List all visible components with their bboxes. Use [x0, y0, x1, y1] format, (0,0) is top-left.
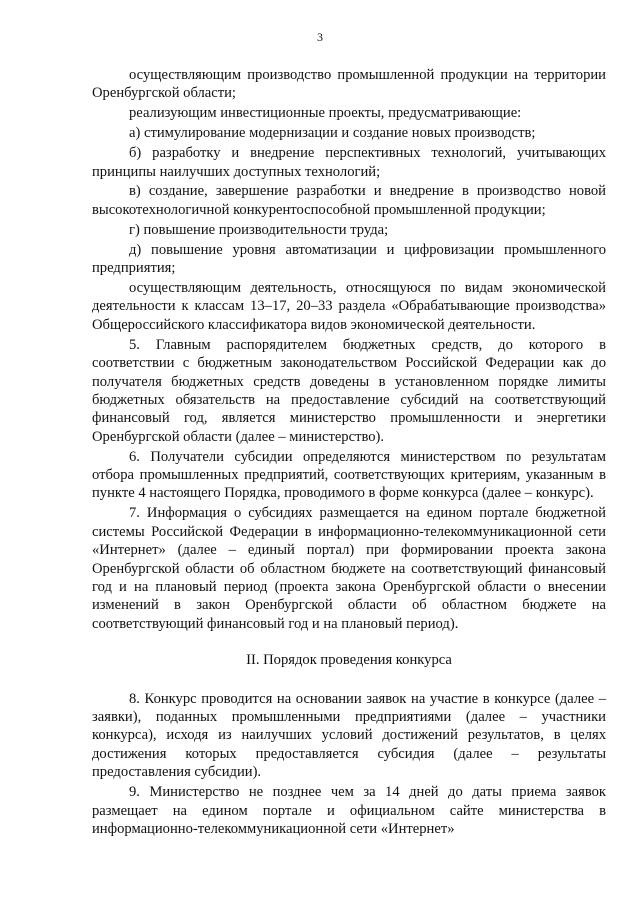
section-heading: II. Порядок проведения конкурса — [246, 652, 452, 669]
paragraph: осуществляющим производство промышленной продукции на территории Оренбургской области; — [92, 67, 606, 102]
paragraph: 5. Главным распорядителем бюджетных средств, до которого в соответствии с бюджетным законодательством Российской Федерации как до получателя бюджетных средств доведены в установленном порядке лимиты бюджетных обязательств на предоставление субсидий на соответствующий финансовый год, является министерство промышленности и энергетики Оренбургской области (далее – министерство). — [92, 336, 606, 445]
paragraph: а) стимулирование модернизации и создание новых производств; — [129, 125, 536, 142]
paragraph: 6. Получатели субсидии определяются министерством по результатам отбора промышленных предприятий, соответствующих критериям, указанным в пункте 4 настоящего Порядка, проводимого в форме конкурса (далее – конкурс). — [92, 448, 606, 502]
document-body — [92, 66, 606, 840]
paragraph: реализующим инвестиционные проекты, предусматривающие: — [129, 105, 522, 122]
paragraph: 7. Информация о субсидиях размещается на едином портале бюджетной системы Российской Федерации в информационно-телекоммуникационной сети «Интернет» (далее – единый портал) при формировании проекта закона Оренбургской области об областном бюджете на соответствующий финансовый год и на плановый период (проекта закона Оренбургской области о внесении изменений в закон Оренбургской области об областном бюджете на соответствующий финансовый год и на плановый период). — [92, 505, 606, 632]
paragraph: 8. Конкурс проводится на основании заявок на участие в конкурсе (далее – заявки), поданных промышленными предприятиями (далее – участники конкурса), исходя из наилучших условий достижений результатов, в целях достижения которых предоставляется субсидия (далее – результаты предоставления субсидии). — [92, 690, 606, 781]
paragraph: г) повышение производительности труда; — [129, 221, 389, 238]
paragraph: в) создание, завершение разработки и внедрение в производство новой высокотехнологичной конкурентоспособной промышленной продукции; — [92, 183, 606, 218]
paragraph: д) повышение уровня автоматизации и цифровизации промышленного предприятия; — [92, 241, 606, 277]
paragraph: 9. Министерство не позднее чем за 14 дней до даты приема заявок размещает на едином портале и официальном сайте министерства в информационно-телекоммуникационной сети «Интернет» — [92, 784, 606, 837]
paragraph: осуществляющим деятельность, относящуюся по видам экономической деятельности к классам 13–17, 20–33 раздела «Обрабатывающие производства» Общероссийского классификатора видов экономической деятельности. — [92, 279, 606, 333]
page-number: 3 — [317, 30, 323, 44]
paragraph: б) разработку и внедрение перспективных технологий, учитывающих принципы наилучших доступных технологий; — [92, 145, 606, 180]
